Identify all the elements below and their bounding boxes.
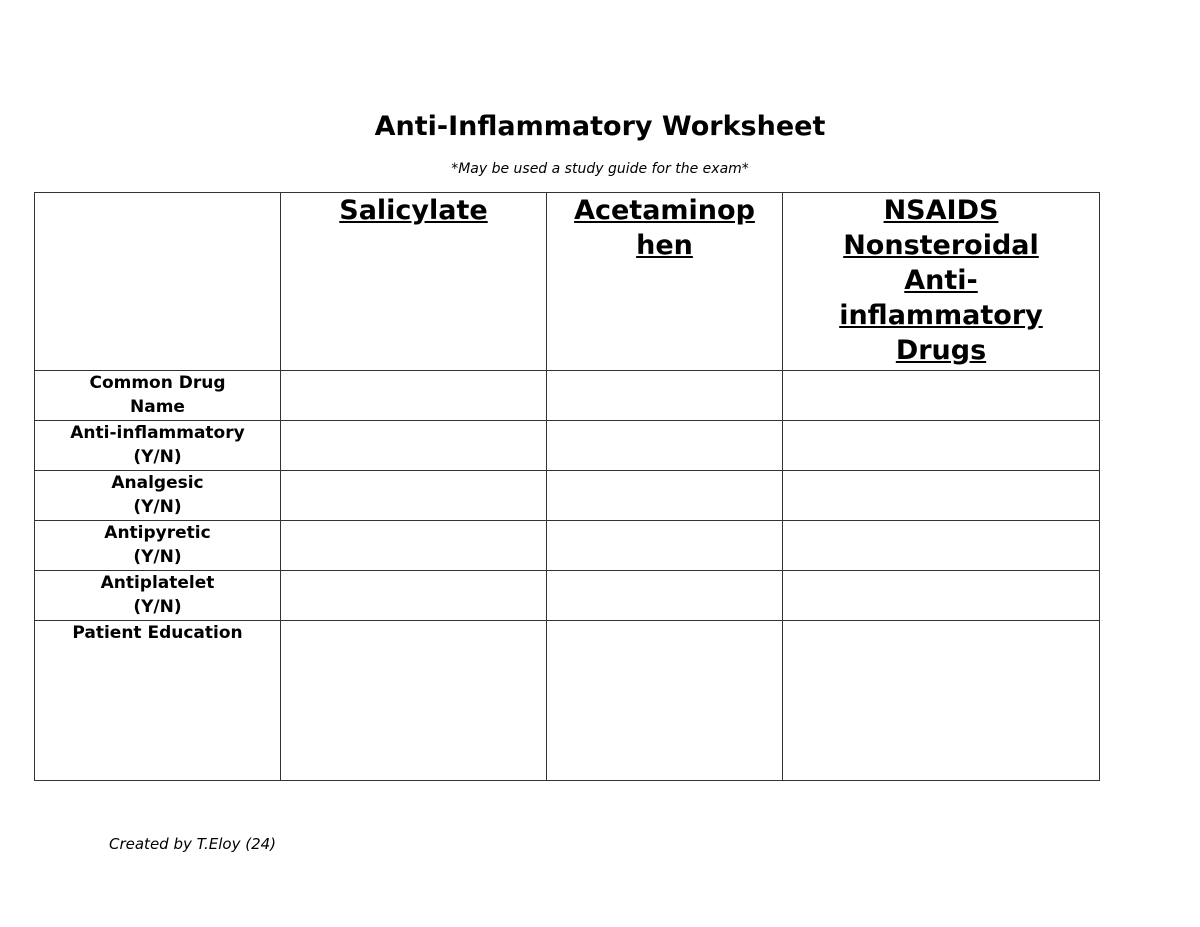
blank-cell[interactable] xyxy=(783,471,1100,521)
row-label-line: Antiplatelet xyxy=(100,573,215,593)
header-nsaids-line-5: Drugs xyxy=(895,335,987,366)
row-label-line: Patient Education xyxy=(72,623,243,643)
row-label-line: Analgesic xyxy=(111,473,204,493)
table-row-anti-inflammatory xyxy=(35,421,1100,471)
page-title: Anti-Inflammatory Worksheet xyxy=(374,111,826,142)
header-row xyxy=(35,193,1100,371)
row-label-line: (Y/N) xyxy=(133,497,182,517)
table-row-antiplatelet xyxy=(35,571,1100,621)
blank-cell[interactable] xyxy=(281,421,547,471)
header-nsaids-line-1: NSAIDS xyxy=(883,195,999,226)
table-row-common-drug-name xyxy=(35,371,1100,421)
row-label-line: (Y/N) xyxy=(133,547,182,567)
blank-cell[interactable] xyxy=(547,471,783,521)
blank-cell[interactable] xyxy=(783,421,1100,471)
blank-cell[interactable] xyxy=(281,571,547,621)
row-label-patient-education xyxy=(35,621,281,781)
table-row-analgesic xyxy=(35,471,1100,521)
row-label-antiplatelet xyxy=(35,571,281,621)
header-nsaids-line-4: inflammatory xyxy=(839,300,1043,331)
blank-cell[interactable] xyxy=(547,621,783,781)
table-row-antipyretic xyxy=(35,521,1100,571)
worksheet-table xyxy=(34,192,1100,781)
row-label-line: (Y/N) xyxy=(133,447,182,467)
blank-cell[interactable] xyxy=(547,371,783,421)
blank-cell[interactable] xyxy=(281,371,547,421)
blank-cell[interactable] xyxy=(547,571,783,621)
blank-cell[interactable] xyxy=(783,621,1100,781)
blank-cell[interactable] xyxy=(547,521,783,571)
header-nsaids-line-3: Anti- xyxy=(904,265,978,296)
blank-cell[interactable] xyxy=(547,421,783,471)
table-row-patient-education xyxy=(35,621,1100,781)
header-nsaids-line-2: Nonsteroidal xyxy=(843,230,1039,261)
row-label-line: Name xyxy=(130,397,185,417)
header-cell-blank xyxy=(35,193,281,371)
blank-cell[interactable] xyxy=(281,471,547,521)
header-acetaminophen-line-1: Acetaminop xyxy=(574,195,755,226)
header-acetaminophen-line-2: hen xyxy=(636,230,693,261)
row-label-anti-inflammatory xyxy=(35,421,281,471)
header-salicylate-text: Salicylate xyxy=(339,195,488,226)
row-label-common-drug-name xyxy=(35,371,281,421)
header-cell-nsaids xyxy=(783,193,1100,371)
row-label-line: (Y/N) xyxy=(133,597,182,617)
row-label-antipyretic xyxy=(35,521,281,571)
blank-cell[interactable] xyxy=(783,571,1100,621)
blank-cell[interactable] xyxy=(281,521,547,571)
header-cell-acetaminophen xyxy=(547,193,783,371)
blank-cell[interactable] xyxy=(783,521,1100,571)
blank-cell[interactable] xyxy=(783,371,1100,421)
page-subtitle: *May be used a study guide for the exam* xyxy=(451,161,749,177)
row-label-line: Common Drug xyxy=(89,373,226,393)
blank-cell[interactable] xyxy=(281,621,547,781)
header-cell-salicylate xyxy=(281,193,547,371)
row-label-analgesic xyxy=(35,471,281,521)
row-label-line: Antipyretic xyxy=(104,523,211,543)
row-label-line: Anti-inflammatory xyxy=(70,423,245,443)
footer-credit: Created by T.Eloy (24) xyxy=(109,835,277,853)
